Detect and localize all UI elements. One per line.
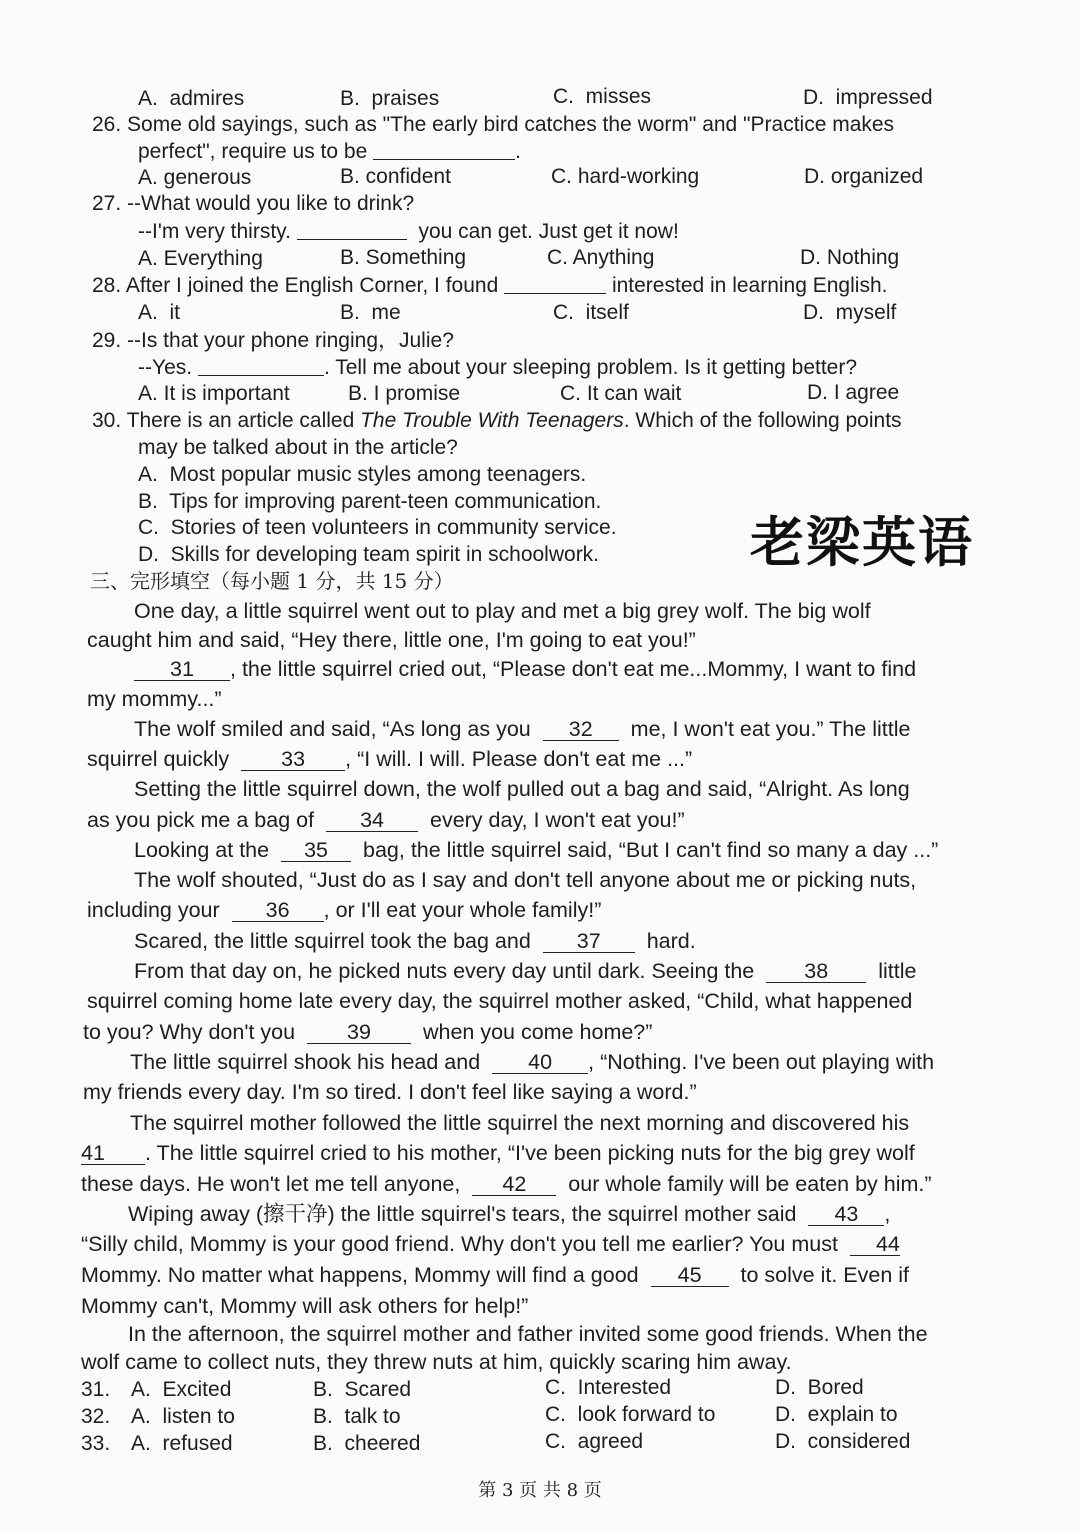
option-d: D. organized	[804, 165, 924, 188]
text: , “Nothing. I've been out playing with	[588, 1050, 935, 1074]
passage-line	[134, 928, 696, 955]
passage-line: One day, a little squirrel went out to play and met a big grey wolf. The big wolf	[134, 599, 871, 623]
blank-44: 44	[850, 1233, 900, 1256]
blank-32: 32	[543, 718, 619, 741]
blank-36: 36	[232, 899, 324, 922]
text: to solve it. Even if	[740, 1263, 910, 1287]
text: 28. After I joined the English Corner, I found	[92, 274, 499, 297]
text: bag, the little squirrel said, “But I can't find so many a day ...”	[363, 838, 939, 862]
passage-line	[134, 837, 938, 864]
option-b: B. Scared	[313, 1378, 412, 1401]
text: Scared, the little squirrel took the bag and	[134, 929, 531, 953]
option-b: B. Tips for improving parent-teen communication.	[138, 490, 602, 513]
option-a: A. Excited	[131, 1378, 232, 1401]
blank-35: 35	[281, 839, 351, 862]
option-c: C. itself	[553, 301, 629, 324]
answer-blank	[297, 219, 407, 240]
passage-line: Mommy can't, Mommy will ask others for help!”	[81, 1294, 529, 1318]
text: , the little squirrel cried out, “Please don't eat me...Mommy, I want to find	[230, 657, 917, 681]
blank-34: 34	[326, 809, 418, 832]
text: The wolf smiled and said, “As long as you	[134, 717, 531, 741]
text: ,	[884, 1202, 891, 1226]
text: perfect", require us to be	[138, 140, 368, 163]
passage-line: squirrel coming home late every day, the squirrel mother asked, “Child, what happened	[87, 989, 913, 1013]
question-number: 32.	[81, 1405, 111, 1428]
option-b: B. confident	[340, 165, 451, 188]
watermark: 老梁英语	[750, 511, 974, 574]
option-d: D. Skills for developing team spirit in schoolwork.	[138, 543, 600, 566]
option-a: A. refused	[131, 1432, 233, 1455]
passage-line	[81, 1262, 909, 1289]
option-c: C. It can wait	[560, 382, 682, 405]
blank-45: 45	[651, 1264, 729, 1287]
question-text: 29. --Is that your phone ringing，Julie?	[92, 329, 454, 352]
blank-33: 33	[241, 748, 345, 771]
blank-42: 42	[472, 1173, 556, 1196]
passage-line	[87, 746, 692, 773]
text: . Which of the following points	[623, 409, 902, 432]
passage-line: my friends every day. I'm so tired. I don't feel like saying a word.”	[83, 1080, 697, 1104]
passage-line	[134, 958, 916, 985]
option-d: D. considered	[775, 1430, 911, 1453]
section-heading: 三、完形填空（每小题 1 分，共 15 分）	[90, 569, 454, 593]
option-a: A. generous	[138, 166, 252, 189]
passage-line: The wolf shouted, “Just do as I say and don't tell anyone about me or picking nuts,	[134, 868, 917, 892]
passage-line	[81, 1231, 900, 1258]
text: . Tell me about your sleeping problem. Is it getting better?	[323, 356, 858, 379]
option-c: C. agreed	[545, 1430, 644, 1453]
option-b: B. Something	[340, 246, 467, 269]
text: , “I will. I will. Please don't eat me ...”	[345, 747, 693, 771]
text: The little squirrel shook his head and	[130, 1050, 481, 1074]
text: our whole family will be eaten by him.”	[568, 1172, 932, 1196]
option-a: A. admires	[138, 87, 245, 110]
question-text	[92, 272, 887, 299]
text: .	[515, 140, 521, 163]
option-b: B. me	[340, 301, 401, 324]
blank-41: 41	[81, 1142, 145, 1165]
passage-line: caught him and said, “Hey there, little one, I'm going to eat you!”	[87, 628, 696, 652]
option-b: B. I promise	[348, 382, 461, 405]
text: --I'm very thirsty.	[138, 220, 291, 243]
question-number: 33.	[81, 1432, 111, 1455]
passage-line	[81, 1140, 915, 1167]
text: From that day on, he picked nuts every day until dark. Seeing the	[134, 959, 755, 983]
option-a: A. Everything	[138, 247, 263, 270]
blank-37: 37	[543, 930, 635, 953]
passage-line	[83, 1019, 652, 1046]
passage-line	[87, 897, 601, 924]
option-c: C. look forward to	[545, 1403, 716, 1426]
option-c: C. hard-working	[551, 165, 700, 188]
text: squirrel quickly	[87, 747, 230, 771]
passage-line: my mommy...”	[87, 687, 222, 711]
text: 30. There is an article called	[92, 409, 355, 432]
text: to you? Why don't you	[83, 1020, 296, 1044]
text: interested in learning English.	[611, 274, 888, 297]
option-b: B. cheered	[313, 1432, 421, 1455]
question-text: 27. --What would you like to drink?	[92, 192, 415, 215]
passage-line	[128, 1201, 890, 1228]
option-c: C. Interested	[545, 1376, 672, 1399]
option-c: C. misses	[553, 85, 652, 108]
text: as you pick me a bag of	[87, 808, 315, 832]
blank-31: 31	[134, 658, 230, 681]
answer-blank	[373, 139, 515, 160]
question-text-line2: may be talked about in the article?	[138, 436, 458, 459]
option-a: A. Most popular music styles among teenagers.	[138, 463, 587, 486]
option-a: A. It is important	[138, 382, 290, 405]
blank-39: 39	[307, 1021, 411, 1044]
passage-line: In the afternoon, the squirrel mother and father invited some good friends. When the	[128, 1322, 928, 1346]
passage-line: wolf came to collect nuts, they threw nuts at him, quickly scaring him away.	[81, 1350, 792, 1374]
option-d: D. Bored	[775, 1376, 864, 1399]
text: Mommy. No matter what happens, Mommy will find a good	[81, 1263, 639, 1287]
passage-line	[134, 716, 910, 743]
text: you can get. Just get it now!	[418, 220, 679, 243]
text: . The little squirrel cried to his mother, “I've been picking nuts for the big grey wolf	[145, 1141, 915, 1165]
question-text-line2	[138, 218, 679, 245]
option-d: D. Nothing	[800, 246, 900, 269]
option-b: B. talk to	[313, 1405, 401, 1428]
blank-43: 43	[808, 1203, 884, 1226]
passage-line	[130, 1049, 934, 1076]
text: “Silly child, Mommy is your good friend. Why don't you tell me earlier? You must	[81, 1232, 838, 1256]
passage-line	[134, 656, 916, 683]
option-c: C. Anything	[547, 246, 655, 269]
page-footer: 第 3 页 共 8 页	[478, 1480, 602, 1501]
blank-40: 40	[492, 1051, 588, 1074]
question-text-line2	[138, 138, 521, 165]
option-d: D. I agree	[807, 381, 900, 404]
option-d: D. impressed	[803, 86, 933, 109]
passage-line	[87, 807, 685, 834]
blank-38: 38	[766, 960, 866, 983]
text: when you come home?”	[422, 1020, 653, 1044]
text: , or I'll eat your whole family!”	[323, 898, 602, 922]
text: little	[878, 959, 917, 983]
article-title: The Trouble With Teenagers	[360, 409, 624, 432]
text: --Yes.	[138, 356, 193, 379]
option-d: D. explain to	[775, 1403, 898, 1426]
answer-blank	[504, 273, 606, 294]
text: Looking at the	[134, 838, 270, 862]
question-number: 31.	[81, 1378, 111, 1401]
passage-line: The squirrel mother followed the little squirrel the next morning and discovered his	[130, 1111, 910, 1135]
text: me, I won't eat you.” The little	[630, 717, 911, 741]
text: hard.	[646, 929, 696, 953]
text: every day, I won't eat you!”	[429, 808, 685, 832]
text: Wiping away (擦干净) the little squirrel's tears, the squirrel mother said	[128, 1202, 797, 1226]
question-text-line2	[138, 354, 857, 381]
option-a: A. it	[138, 301, 181, 324]
option-d: D. myself	[803, 301, 897, 324]
question-text	[92, 407, 902, 434]
answer-blank	[198, 355, 324, 376]
question-text: 26. Some old sayings, such as "The early bird catches the worm" and "Practice makes	[92, 113, 895, 136]
text: these days. He won't let me tell anyone,	[81, 1172, 461, 1196]
option-b: B. praises	[340, 87, 440, 110]
text: including your	[87, 898, 220, 922]
option-a: A. listen to	[131, 1405, 235, 1428]
option-c: C. Stories of teen volunteers in community service.	[138, 516, 617, 539]
passage-line	[81, 1171, 932, 1198]
passage-line: Setting the little squirrel down, the wolf pulled out a bag and said, “Alright. As long	[134, 777, 910, 801]
